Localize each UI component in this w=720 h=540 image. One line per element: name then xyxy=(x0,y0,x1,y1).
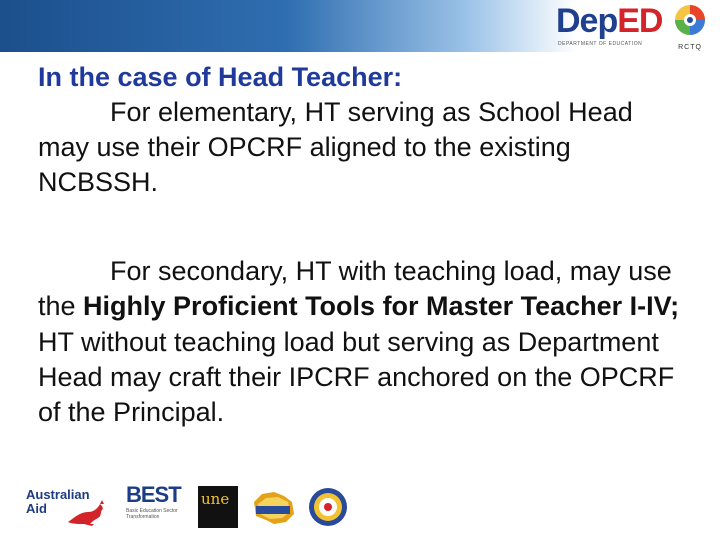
deped-logo xyxy=(556,2,663,50)
une-title: une xyxy=(201,490,230,508)
partner-logos xyxy=(26,482,356,532)
government-seal-icon xyxy=(308,486,348,528)
kangaroo-icon xyxy=(64,500,114,526)
best-logo xyxy=(126,484,196,530)
slide-content xyxy=(38,60,688,430)
paragraph-secondary-rest: HT without teaching load but serving as Department Head may craft their IPCRF anchored on the OPCRF of the Principal. xyxy=(38,326,675,427)
slide-heading: In the case of Head Teacher: xyxy=(38,62,403,92)
best-title: BEST xyxy=(126,482,181,507)
australian-aid-logo xyxy=(26,486,114,530)
deped-wordmark xyxy=(556,2,662,41)
deped-ed-text: ED xyxy=(617,2,663,40)
best-subtitle: Basic Education Sector Transformation xyxy=(126,508,178,520)
deped-subtitle: DEPARTMENT OF EDUCATION xyxy=(558,41,643,47)
paragraph-elementary: For elementary, HT serving as School Head may use their OPCRF aligned to the existing NCBSSH. xyxy=(38,97,633,198)
paragraph-secondary xyxy=(38,254,688,429)
rctq-label: RCTQ xyxy=(678,44,702,51)
paragraph-secondary-intro: For secondary, HT with teaching load, may use the xyxy=(38,256,672,322)
australian-aid-line1: Australian xyxy=(26,487,90,502)
smerr-logo-icon xyxy=(248,488,298,528)
paragraph-secondary-bold: Highly Proficient Tools for Master Teacher I-IV; xyxy=(83,291,680,322)
deped-dep-text: Dep xyxy=(556,2,618,40)
une-logo xyxy=(198,486,238,528)
australian-aid-line2: Aid xyxy=(26,501,47,516)
